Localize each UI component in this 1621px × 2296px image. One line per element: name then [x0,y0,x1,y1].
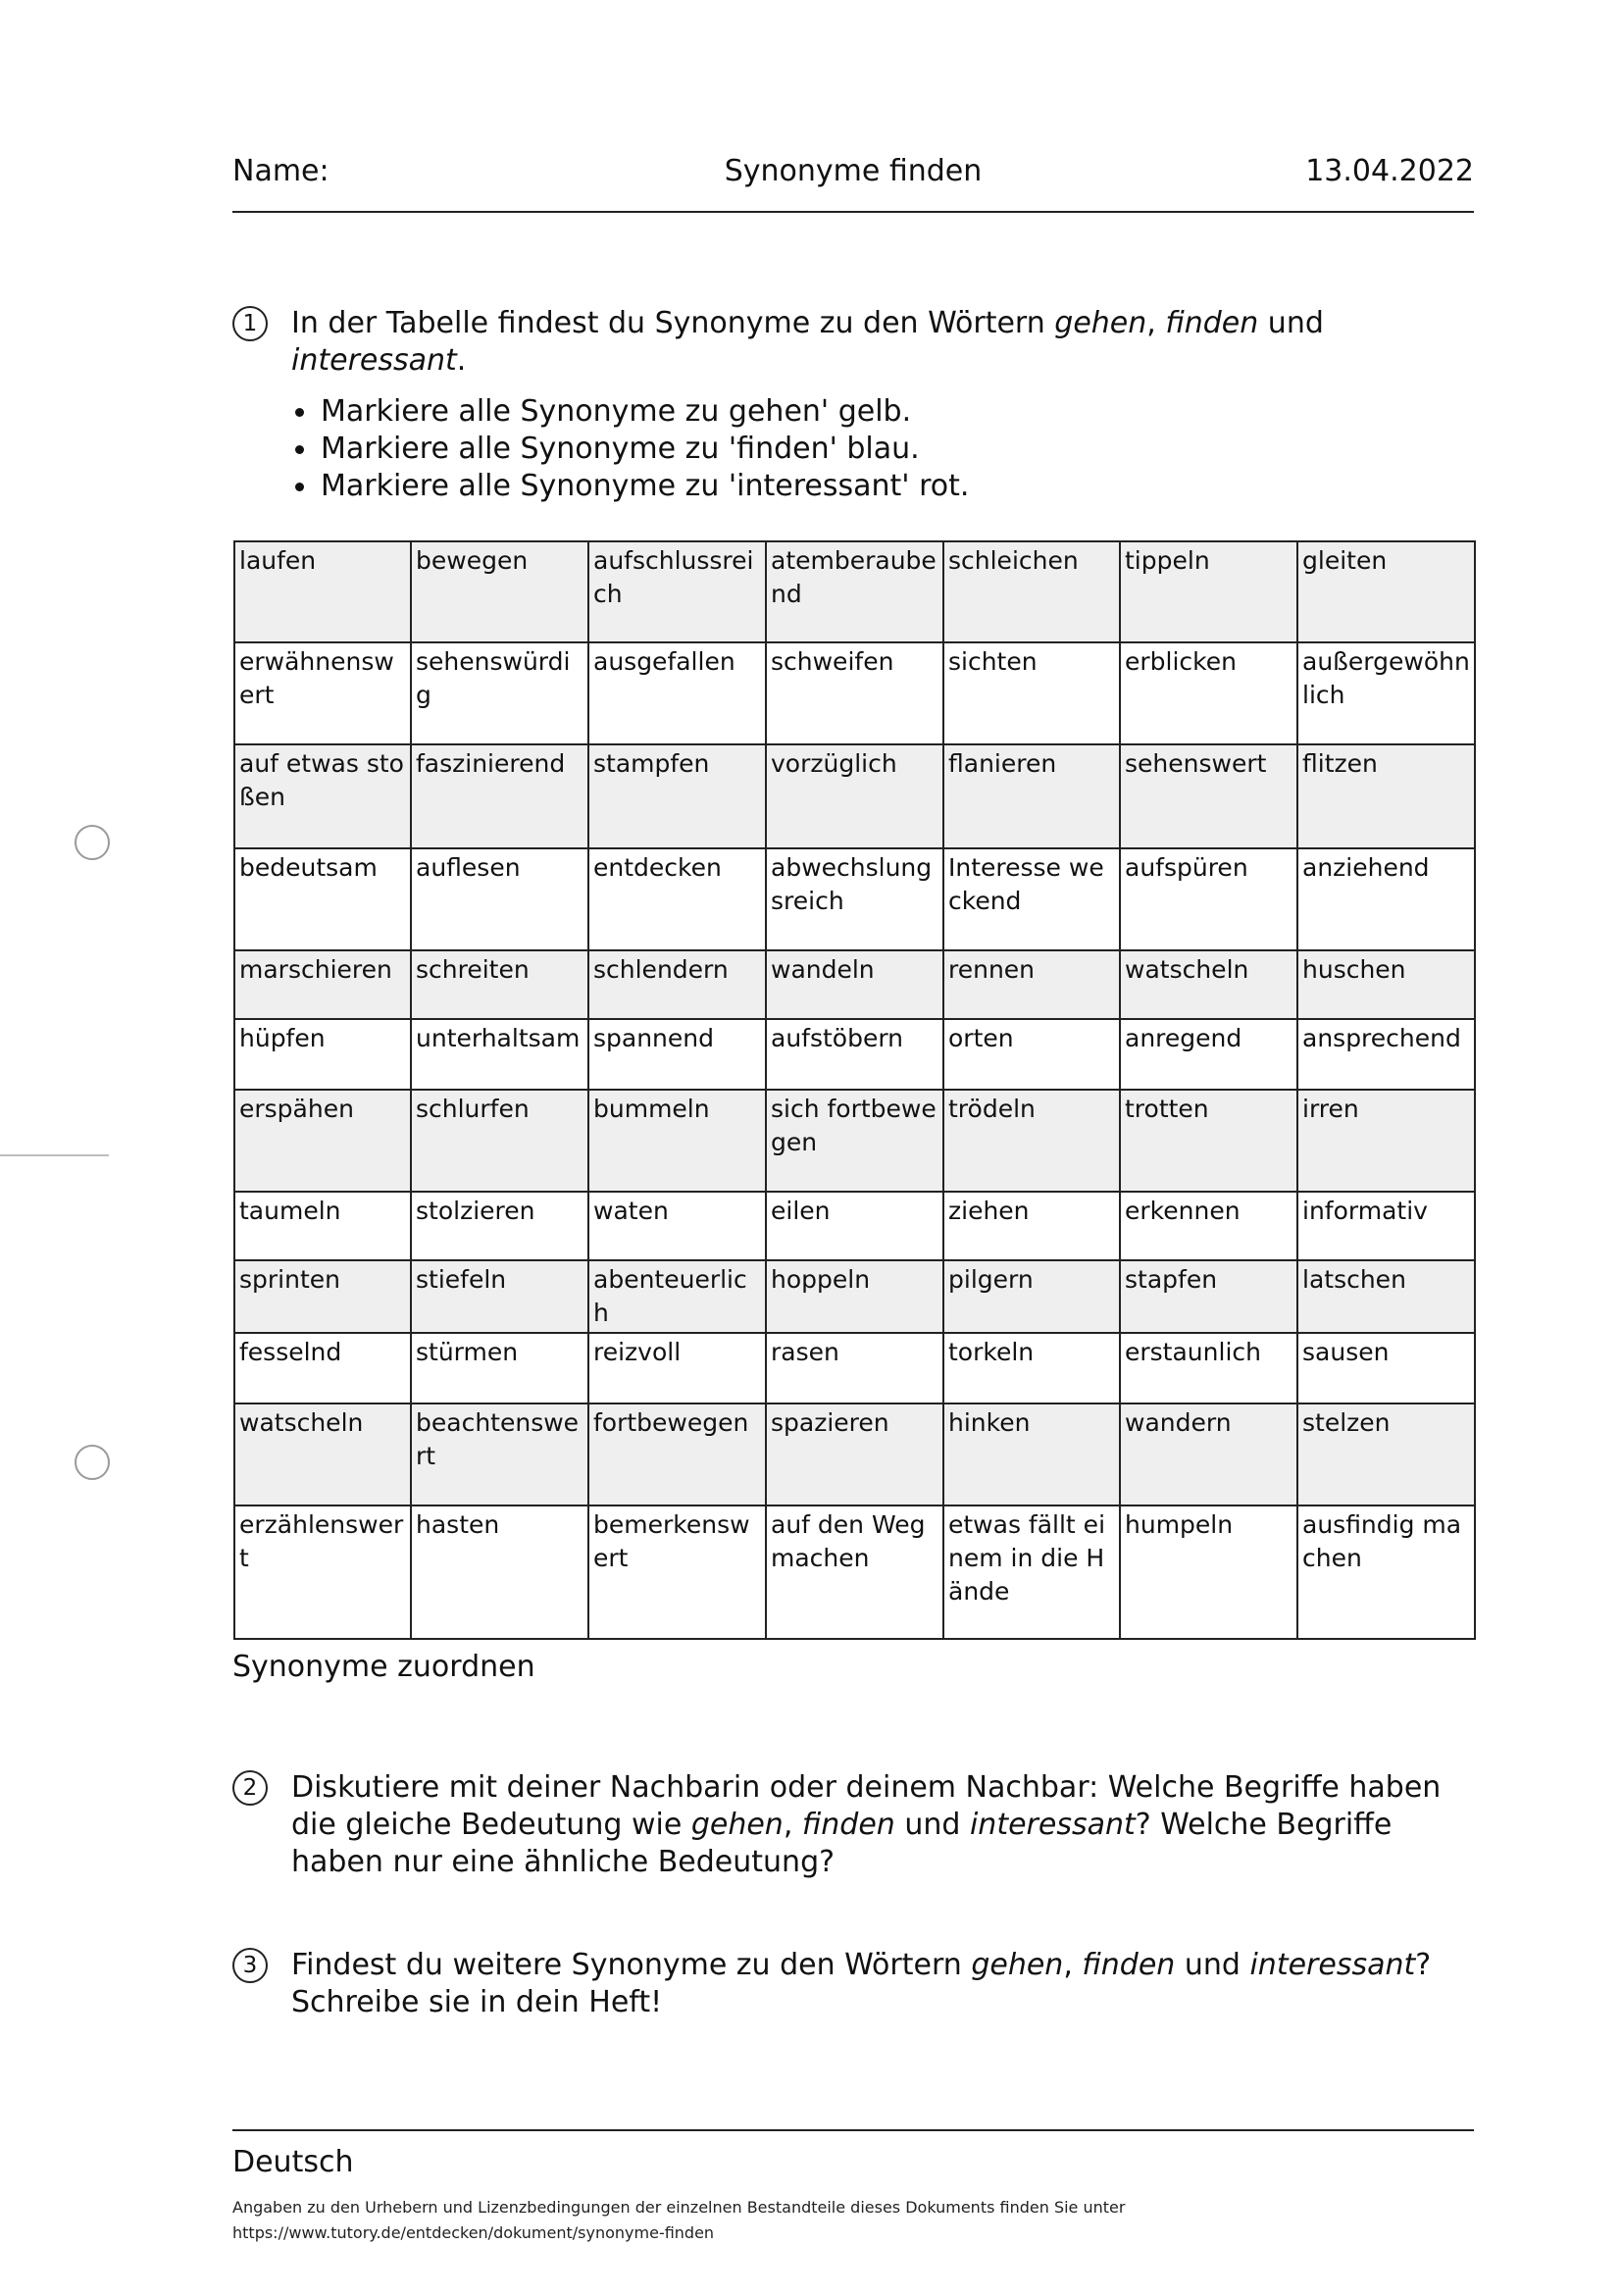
synonym-cell[interactable]: ansprechend [1297,1019,1475,1090]
task-text-part: , [1146,306,1166,340]
task-number-badge: 3 [232,1948,268,1983]
synonym-cell[interactable]: stolzieren [411,1192,588,1260]
synonym-cell[interactable]: schreiten [411,950,588,1019]
task-1 [232,305,1474,505]
bullet-item: Markiere alle Synonyme zu 'interessant' rot. [291,468,1474,505]
legal-url-link[interactable]: https://www.tutory.de/entdecken/dokument/synonyme-finden [232,2223,715,2242]
synonym-cell[interactable]: auf den Weg machen [766,1505,943,1639]
synonym-cell[interactable]: hüpfen [234,1019,411,1090]
table-row [234,1090,1475,1192]
synonym-cell[interactable]: fortbewegen [588,1403,766,1505]
keyword-interessant: interessant [291,343,457,378]
synonym-cell[interactable]: orten [943,1019,1120,1090]
synonym-cell[interactable]: tippeln [1120,541,1297,642]
task-text-part: , [783,1808,802,1842]
task-text-part: und [894,1808,970,1842]
keyword-finden: finden [1082,1948,1176,1982]
synonym-cell[interactable]: hoppeln [766,1260,943,1333]
footer-divider [232,2129,1474,2131]
synonym-cell[interactable]: schleichen [943,541,1120,642]
task-3-text [291,1947,1474,2021]
synonym-cell[interactable]: stiefeln [411,1260,588,1333]
synonym-cell[interactable]: informativ [1297,1192,1475,1260]
synonym-cell[interactable]: abenteuerlich [588,1260,766,1333]
task-text-part: Findest du weitere Synonyme zu den Wörtern [291,1948,972,1982]
synonym-cell[interactable]: erstaunlich [1120,1333,1297,1403]
synonym-cell[interactable]: faszinierend [411,744,588,848]
synonym-cell[interactable]: irren [1297,1090,1475,1192]
table-row [234,1260,1475,1333]
synonym-cell[interactable]: entdecken [588,848,766,950]
table-row [234,950,1475,1019]
bullet-item: Markiere alle Synonyme zu gehen' gelb. [291,393,1474,431]
task-3 [232,1947,1474,2021]
header-divider [232,211,1474,213]
task-text-part: ? Welche Begriffe haben nur eine ähnliche Bedeutung? [291,1808,1393,1879]
synonym-table [233,540,1476,1640]
synonym-cell[interactable]: schweifen [766,642,943,744]
synonym-cell[interactable]: huschen [1297,950,1475,1019]
table-row [234,1192,1475,1260]
synonym-cell[interactable]: Interesse weckend [943,848,1120,950]
synonym-cell[interactable]: ausfindig machen [1297,1505,1475,1639]
synonym-cell[interactable]: stürmen [411,1333,588,1403]
synonym-cell[interactable]: sichten [943,642,1120,744]
synonym-cell[interactable]: watscheln [234,1403,411,1505]
task-text-part: In der Tabelle findest du Synonyme zu den Wörtern [291,306,1055,340]
synonym-cell[interactable]: rennen [943,950,1120,1019]
table-row [234,1505,1475,1639]
synonym-cell[interactable]: marschieren [234,950,411,1019]
synonym-cell[interactable]: bedeutsam [234,848,411,950]
keyword-gehen: gehen [690,1808,784,1842]
synonym-cell[interactable]: laufen [234,541,411,642]
synonym-cell[interactable]: wandern [1120,1403,1297,1505]
synonym-cell[interactable]: sausen [1297,1333,1475,1403]
synonym-cell[interactable]: eilen [766,1192,943,1260]
legal-text: Angaben zu den Urhebern und Lizenzbedingungen der einzelnen Bestandteile dieses Dokuments finden Sie unter [232,2198,1126,2217]
task-text-part: ? Schreibe sie in dein Heft! [291,1948,1432,2019]
keyword-finden: finden [1165,306,1259,340]
keyword-interessant: interessant [1249,1948,1416,1982]
synonym-cell[interactable]: flitzen [1297,744,1475,848]
synonym-cell[interactable]: gleiten [1297,541,1475,642]
synonym-cell[interactable]: erwähnenswert [234,642,411,744]
synonym-cell[interactable]: außergewöhnlich [1297,642,1475,744]
task-text-part: , [1063,1948,1083,1982]
synonym-cell[interactable]: fesselnd [234,1333,411,1403]
task-text-part: und [1258,306,1324,340]
page-header [232,152,1474,191]
table-row [234,541,1475,642]
keyword-interessant: interessant [969,1808,1136,1842]
punch-hole-mark-bottom [75,1445,110,1480]
synonym-cell[interactable]: sehenswürdig [411,642,588,744]
synonym-cell[interactable]: flanieren [943,744,1120,848]
synonym-cell[interactable]: waten [588,1192,766,1260]
synonym-cell[interactable]: abwechslungsreich [766,848,943,950]
table-row [234,744,1475,848]
table-row [234,1403,1475,1505]
synonym-cell[interactable]: erkennen [1120,1192,1297,1260]
synonym-cell[interactable]: ausgefallen [588,642,766,744]
bullet-item: Markiere alle Synonyme zu 'finden' blau. [291,431,1474,468]
synonym-cell[interactable]: ziehen [943,1192,1120,1260]
synonym-cell[interactable]: schlurfen [411,1090,588,1192]
synonym-cell[interactable]: atemberaubend [766,541,943,642]
synonym-cell[interactable]: aufspüren [1120,848,1297,950]
synonym-cell[interactable]: hinken [943,1403,1120,1505]
synonym-cell[interactable]: aufstöbern [766,1019,943,1090]
synonym-cell[interactable]: vorzüglich [766,744,943,848]
footer-subject: Deutsch [232,2145,354,2179]
synonym-cell[interactable]: beachtenswert [411,1403,588,1505]
synonym-cell[interactable]: humpeln [1120,1505,1297,1639]
task-1-bullet-list [291,393,1474,505]
synonym-cell[interactable]: etwas fällt einem in die Hände [943,1505,1120,1639]
footer-legal [232,2195,1474,2246]
synonym-cell[interactable]: rasen [766,1333,943,1403]
synonym-cell[interactable]: taumeln [234,1192,411,1260]
task-text-part: . [456,343,467,378]
synonym-cell[interactable]: trotten [1120,1090,1297,1192]
synonym-cell[interactable]: anregend [1120,1019,1297,1090]
synonym-cell[interactable]: stelzen [1297,1403,1475,1505]
task-text-part: und [1175,1948,1250,1982]
page-title: Synonyme finden [724,154,983,188]
synonym-cell[interactable]: hasten [411,1505,588,1639]
synonym-cell[interactable]: latschen [1297,1260,1475,1333]
synonym-cell[interactable]: unterhaltsam [411,1019,588,1090]
synonym-cell[interactable]: bewegen [411,541,588,642]
synonym-cell[interactable]: torkeln [943,1333,1120,1403]
synonym-cell[interactable]: stapfen [1120,1260,1297,1333]
synonym-cell[interactable]: pilgern [943,1260,1120,1333]
table-row [234,1333,1475,1403]
fold-mark [0,1154,109,1156]
task-2-text [291,1769,1474,1881]
synonym-cell[interactable]: bemerkenswert [588,1505,766,1639]
name-label: Name: [232,154,329,188]
task-1-text [291,305,1474,380]
page-date: 13.04.2022 [1305,154,1474,188]
synonym-cell[interactable]: trödeln [943,1090,1120,1192]
synonym-cell[interactable]: spannend [588,1019,766,1090]
synonym-cell[interactable]: erzählenswert [234,1505,411,1639]
synonym-cell[interactable]: sprinten [234,1260,411,1333]
punch-hole-mark-top [75,825,110,860]
table-row [234,848,1475,950]
synonym-cell[interactable]: erspähen [234,1090,411,1192]
task-number-badge: 2 [232,1770,268,1806]
synonym-cell[interactable]: sich fortbewegen [766,1090,943,1192]
task-text-part: Diskutiere mit deiner Nachbarin oder deinem Nachbar: Welche Begriffe haben die gleiche Bedeutung wie [291,1770,1442,1842]
table-row [234,642,1475,744]
synonym-cell[interactable]: stampfen [588,744,766,848]
synonym-cell[interactable]: anziehend [1297,848,1475,950]
synonym-cell[interactable]: auflesen [411,848,588,950]
task-number-badge: 1 [232,306,268,341]
table-row [234,1019,1475,1090]
synonym-cell[interactable]: spazieren [766,1403,943,1505]
keyword-gehen: gehen [971,1948,1064,1982]
synonym-cell[interactable]: watscheln [1120,950,1297,1019]
keyword-finden: finden [801,1808,895,1842]
task-2 [232,1769,1474,1881]
synonym-cell[interactable]: sehenswert [1120,744,1297,848]
synonym-cell[interactable]: bummeln [588,1090,766,1192]
synonym-cell[interactable]: wandeln [766,950,943,1019]
synonym-cell[interactable]: reizvoll [588,1333,766,1403]
synonym-cell[interactable]: schlendern [588,950,766,1019]
synonym-cell[interactable]: aufschlussreich [588,541,766,642]
synonym-cell[interactable]: auf etwas stoßen [234,744,411,848]
table-caption: Synonyme zuordnen [232,1650,535,1684]
keyword-gehen: gehen [1054,306,1147,340]
synonym-cell[interactable]: erblicken [1120,642,1297,744]
